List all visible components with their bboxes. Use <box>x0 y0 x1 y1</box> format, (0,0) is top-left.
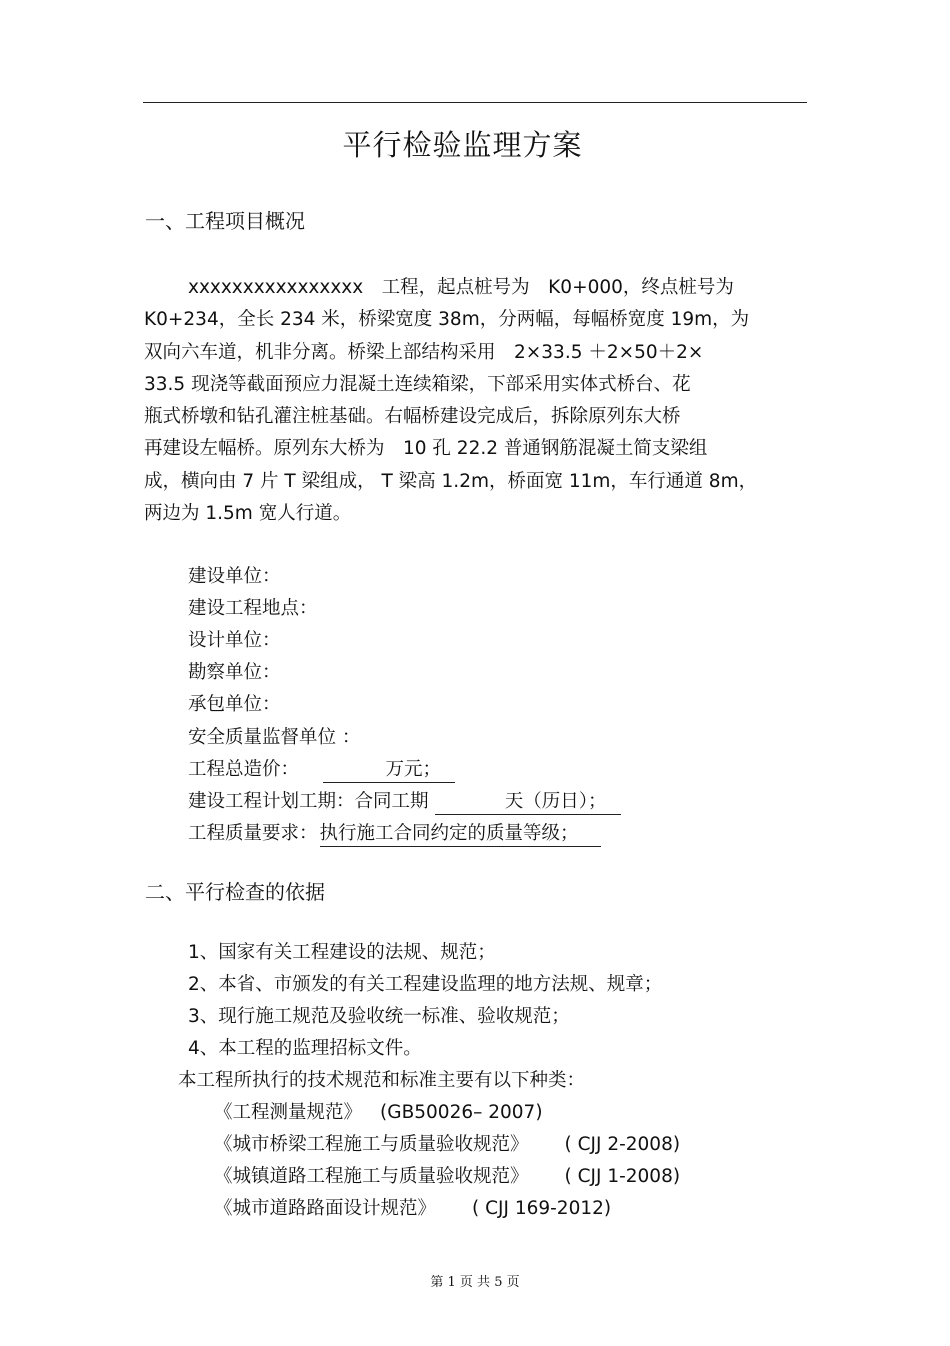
paragraph-line: 成，横向由 7 片 T 梁组成， T 梁高 1.2m，桥面宽 11m，车行通道 8m， <box>144 470 758 492</box>
standard-item <box>214 1098 543 1124</box>
field-total-cost <box>188 755 455 783</box>
basis-item: 3、现行施工规范及验收统一标准、验收规范； <box>188 1006 570 1027</box>
field-construction-unit: 建设单位： <box>188 566 281 587</box>
section-heading-overview: 一、工程项目概况 <box>145 209 305 233</box>
cost-label: 工程总造价： <box>188 759 300 780</box>
standard-item <box>214 1162 680 1188</box>
standard-name: 《城镇道路工程施工与质量验收规范》 <box>214 1166 529 1187</box>
field-safety-supervision: 安全质量监督单位 ： <box>188 727 361 748</box>
standard-code: ( CJJ 1-2008) <box>564 1166 681 1187</box>
document-title: 平行检验监理方案 <box>342 128 583 162</box>
basis-item: 4、本工程的监理招标文件。 <box>188 1038 422 1059</box>
field-schedule <box>188 787 621 815</box>
standard-name: 《城市道路路面设计规范》 <box>214 1198 437 1219</box>
schedule-label: 建设工程计划工期：合同工期 <box>188 791 429 812</box>
paragraph-line: K0+234，全长 234 米，桥梁宽度 38m，分两幅，每幅桥宽度 19m，为 <box>144 309 750 331</box>
basis-item: 1、国家有关工程建设的法规、规范； <box>188 942 496 963</box>
paragraph-line: 瓶式桥墩和钻孔灌注桩基础。右幅桥建设完成后，拆除原列东大桥 <box>144 406 681 428</box>
paragraph-line: 双向六车道，机非分离。桥梁上部结构采用 2×33.5 ＋2×50＋2× <box>144 341 704 363</box>
standard-code: ( CJJ 2-2008) <box>564 1134 681 1155</box>
field-quality <box>188 819 601 847</box>
basis-item: 2、本省、市颁发的有关工程建设监理的地方法规、规章； <box>188 974 663 995</box>
field-design-unit: 设计单位： <box>188 630 281 651</box>
paragraph-line: 33.5 现浇等截面预应力混凝土连续箱梁，下部采用实体式桥台、花 <box>144 373 691 395</box>
field-survey-unit: 勘察单位： <box>188 662 281 683</box>
cost-blank: 万元； <box>323 758 455 783</box>
standard-item <box>214 1130 680 1156</box>
page-footer: 第 1 页 共 5 页 <box>430 1275 520 1290</box>
field-contractor: 承包单位： <box>188 694 281 715</box>
section-heading-basis: 二、平行检查的依据 <box>145 880 325 904</box>
standards-intro: 本工程所执行的技术规范和标准主要有以下种类： <box>178 1070 586 1091</box>
paragraph-line: 再建设左幅桥。原列东大桥为 10 孔 22.2 普通钢筋混凝土简支梁组 <box>144 438 708 460</box>
schedule-blank: 天（历日）； <box>435 790 621 815</box>
paragraph-line: xxxxxxxxxxxxxxxx 工程，起点桩号为 K0+000，终点桩号为 <box>188 277 734 298</box>
standard-name: 《工程测量规范》 <box>214 1102 363 1123</box>
field-construction-site: 建设工程地点： <box>188 598 318 619</box>
paragraph-line: 两边为 1.5m 宽人行道。 <box>144 503 352 525</box>
standard-name: 《城市桥梁工程施工与质量验收规范》 <box>214 1134 529 1155</box>
header-rule <box>143 102 807 103</box>
quality-blank: 执行施工合同约定的质量等级； <box>320 822 601 847</box>
standard-code: ( CJJ 169-2012) <box>472 1198 612 1219</box>
standard-item <box>214 1194 611 1220</box>
overview-paragraph <box>144 272 808 530</box>
quality-label: 工程质量要求： <box>188 823 318 844</box>
standard-code: (GB50026– 2007) <box>380 1102 543 1123</box>
